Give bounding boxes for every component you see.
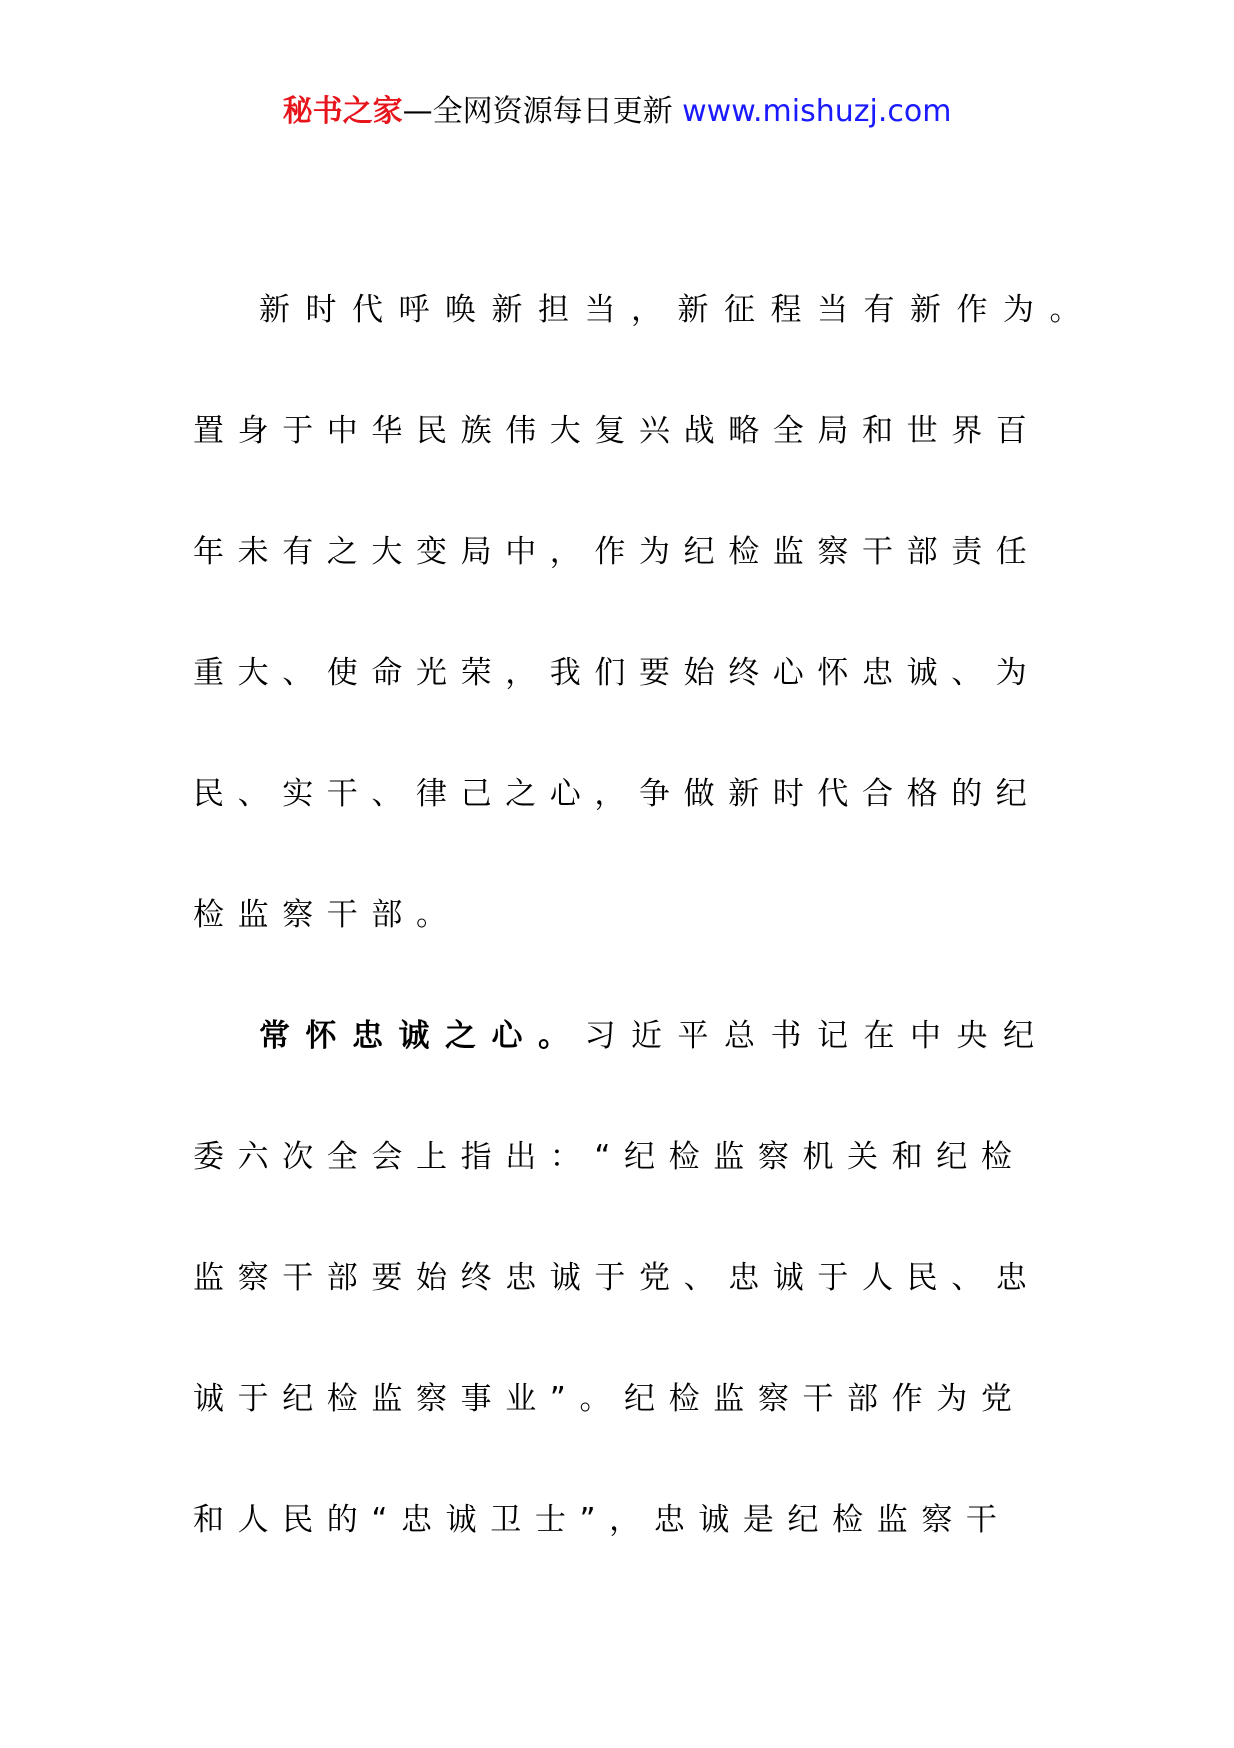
paragraph-2-line-1 (193, 976, 1073, 1097)
paragraph-2-line-4: 诚于纪检监察事业”。纪检监察干部作为党 (193, 1381, 1026, 1417)
paragraph-2-line-3: 监察干部要始终忠诚于党、忠诚于人民、忠 (193, 1260, 1041, 1296)
paragraph-1-line-4: 重大、使命光荣，我们要始终心怀忠诚、为 (193, 655, 1041, 691)
site-header (0, 92, 1234, 132)
paragraph-1-line-6: 检监察干部。 (193, 897, 461, 933)
paragraph-2-line-1-text: 习近平总书记在中央纪 (584, 1018, 1050, 1054)
paragraph-1-line-3: 年未有之大变局中，作为纪检监察干部责任 (193, 534, 1041, 570)
paragraph-1-line-1: 新时代呼唤新担当，新征程当有新作为。 (259, 292, 1096, 328)
header-dash: — (402, 94, 433, 129)
paragraph-2-line-5: 和人民的“忠诚卫士”，忠诚是纪检监察干 (193, 1502, 1011, 1538)
site-url-link[interactable]: www.mishuzj.com (682, 94, 952, 129)
paragraph-2-heading: 常怀忠诚之心。 (259, 1018, 585, 1054)
paragraph-2-line-2: 委六次全会上指出：“纪检监察机关和纪检 (193, 1139, 1026, 1175)
brand-name: 秘书之家 (282, 94, 403, 129)
paragraph-1-line-2: 置身于中华民族伟大复兴战略全局和世界百 (193, 413, 1041, 449)
document-body (193, 250, 1096, 1581)
paragraph-1-line-5: 民、实干、律己之心，争做新时代合格的纪 (193, 776, 1041, 812)
header-slogan: 全网资源每日更新 (432, 94, 683, 129)
